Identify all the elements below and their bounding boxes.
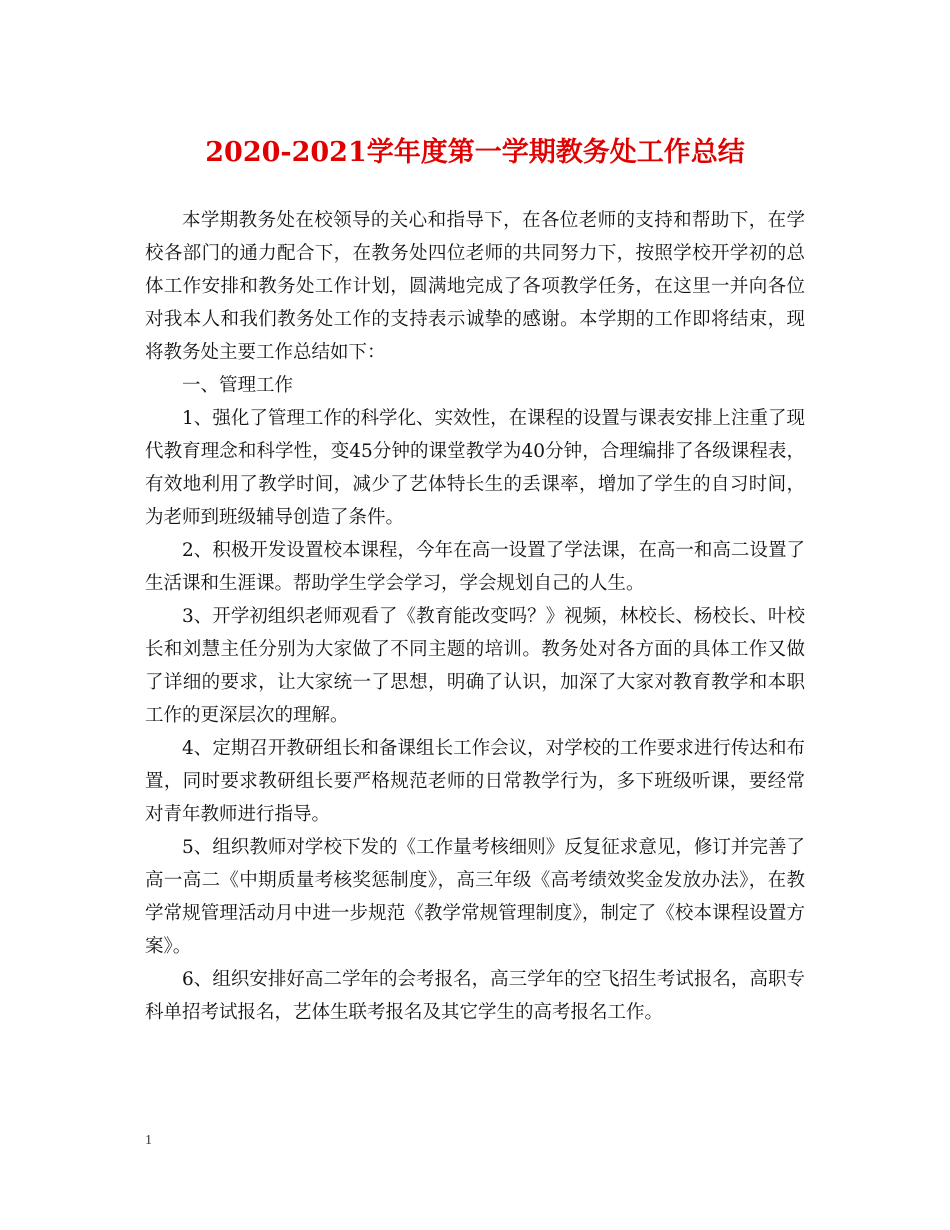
section-heading-management: 一、管理工作	[182, 375, 294, 396]
paragraph-item-2: 2、积极开发设置校本课程，今年在高一设置了学法课，在高一和高二设置了生活课和生涯课。帮助学生学会学习，学会规划自己的人生。	[145, 540, 805, 594]
paragraph-item-1: 1、强化了管理工作的科学化、实效性，在课程的设置与课表安排上注重了现代教育理念和科学性，变45分钟的课堂教学为40分钟，合理编排了各级课程表，有效地利用了教学时间，减少了艺体特长生的丢课率，增加了学生的自习时间，为老师到班级辅导创造了条件。	[145, 408, 805, 528]
document-body	[145, 204, 805, 1029]
page-number: 1	[145, 1133, 152, 1148]
paragraph-item-6: 6、组织安排好高二学年的会考报名，高三学年的空飞招生考试报名，高职专科单招考试报名，艺体生联考报名及其它学生的高考报名工作。	[145, 969, 805, 1023]
paragraph-item-4: 4、定期召开教研组长和备课组长工作会议，对学校的工作要求进行传达和布置，同时要求教研组长要严格规范老师的日常教学行为，多下班级听课，要经常对青年教师进行指导。	[145, 738, 805, 825]
paragraph-item-5: 5、组织教师对学校下发的《工作量考核细则》反复征求意见，修订并完善了高一高二《中期质量考核奖惩制度》，高三年级《高考绩效奖金发放办法》，在教学常规管理活动月中进一步规范《教学常规管理制度》，制定了《校本课程设置方案》。	[145, 837, 805, 957]
paragraph-item-3: 3、开学初组织老师观看了《教育能改变吗？》视频，林校长、杨校长、叶校长和刘慧主任分别为大家做了不同主题的培训。教务处对各方面的具体工作又做了详细的要求，让大家统一了思想，明确了认识，加深了大家对教育教学和本职工作的更深层次的理解。	[145, 606, 805, 726]
document-title: 2020-2021学年度第一学期教务处工作总结	[205, 137, 745, 168]
paragraph-intro: 本学期教务处在校领导的关心和指导下，在各位老师的支持和帮助下，在学校各部门的通力配合下，在教务处四位老师的共同努力下，按照学校开学初的总体工作安排和教务处工作计划，圆满地完成了各项教学任务，在这里一并向各位对我本人和我们教务处工作的支持表示诚挚的感谢。本学期的工作即将结束，现将教务处主要工作总结如下：	[145, 210, 805, 363]
